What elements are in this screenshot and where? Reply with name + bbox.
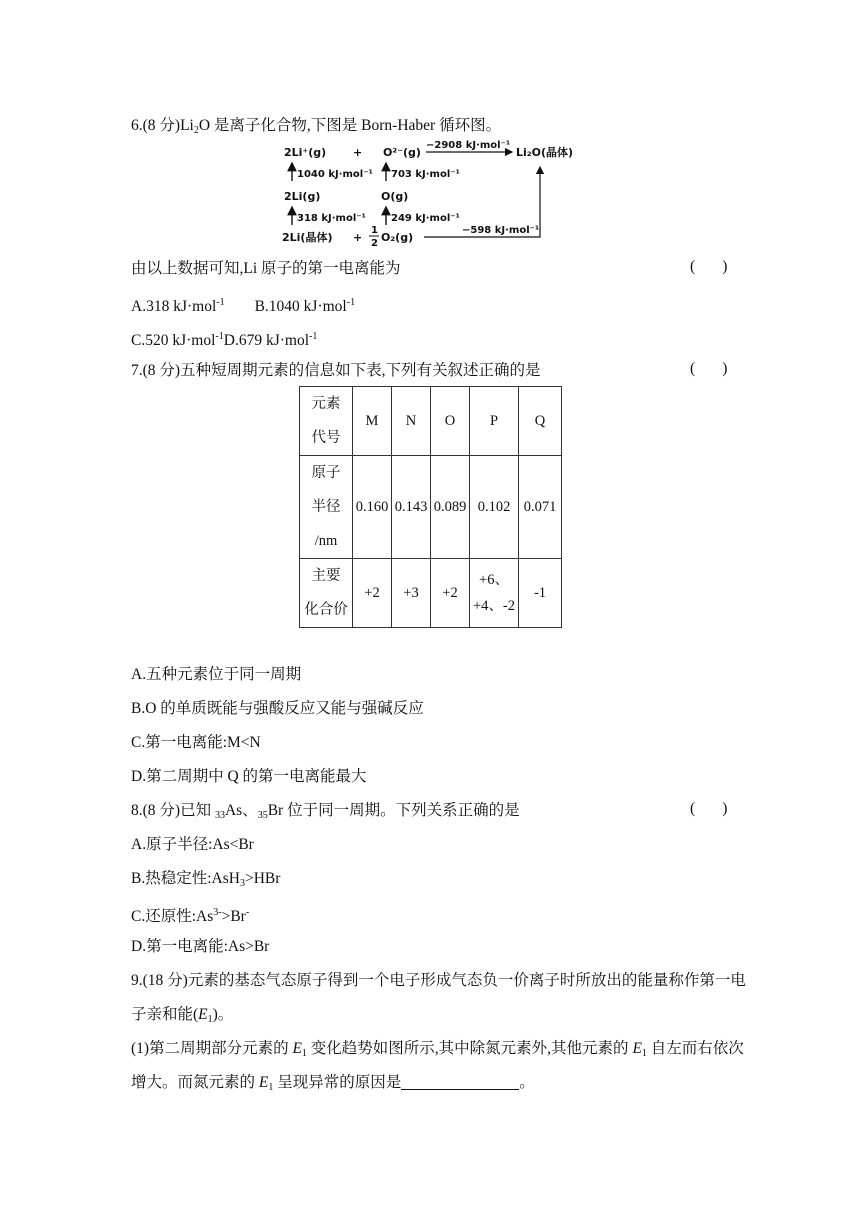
q8-option-b[interactable]: B.热稳定性:AsH$_3$>HBr [131, 870, 281, 889]
q9-stem-line1: 9.(18 分)元素的基态气态原子得到一个电子形成气态负一价离子时所放出的能量称作第一电 [131, 972, 746, 989]
table-cell: 0.102 [470, 456, 519, 559]
q8-answer-paren: ( ) [690, 800, 728, 817]
q9-part1-line2: 增大。而氮元素的 $E_1$ 呈现异常的原因是 。 [131, 1074, 535, 1093]
bh-o-ion: O²⁻(g) [383, 146, 421, 159]
element-info-table [299, 386, 562, 628]
table-cell: P [470, 387, 519, 456]
q6-options-cd: C.520 kJ·mol$^{-1}$D.679 kJ·mol$^{-1}$ [131, 331, 318, 349]
bh-o2-gas: O₂(g) [381, 231, 414, 244]
q7-stem: 7.(8 分)五种短周期元素的信息如下表,下列有关叙述正确的是 [131, 362, 541, 379]
table-cell: Q [519, 387, 562, 456]
answer-blank[interactable] [401, 1073, 519, 1090]
q8-option-d[interactable]: D.第一电离能:As>Br [131, 938, 270, 955]
q6-option-b[interactable]: B.1040 kJ·mol [254, 298, 347, 315]
table-header-radius: 原子 半径 /nm [300, 456, 353, 559]
q6-options-ab: A.318 kJ·mol$^{-1}$ B.1040 kJ·mol$^{-1}$ [131, 297, 356, 315]
q6-option-d[interactable]: D.679 kJ·mol [223, 332, 309, 349]
bh-formation-energy: −598 kJ·mol⁻¹ [462, 225, 540, 236]
q6-option-a[interactable]: A.318 kJ·mol [131, 298, 217, 315]
bh-li-crystal: 2Li(晶体) [282, 231, 333, 244]
q6-answer-paren: ( ) [690, 258, 728, 275]
q8-option-c[interactable]: C.还原性$:As^{3-}>Br^-$ [131, 907, 250, 925]
bh-plus-1: + [353, 146, 363, 159]
table-row-valence [300, 559, 562, 628]
table-header-code: 元素 代号 [300, 387, 353, 456]
table-cell: N [392, 387, 431, 456]
bh-lattice-energy: −2908 kJ·mol⁻¹ [426, 140, 511, 151]
q7-option-a[interactable]: A.五种元素位于同一周期 [131, 666, 302, 683]
q6-stem: 6.(8 分)$Li_2O$ 是离子化合物,下图是 Born-Haber 循环图。 [131, 117, 502, 136]
bh-ie-energy: 1040 kJ·mol⁻¹ [297, 169, 373, 180]
table-cell: 0.089 [431, 456, 470, 559]
q8-stem: 8.(8 分)已知 $_{33}$As、$_{35}$Br 位于同一周期。下列关系正确的是 [131, 802, 520, 821]
bh-sublimation-energy: 318 kJ·mol⁻¹ [297, 213, 366, 224]
bh-dissociation-energy: 249 kJ·mol⁻¹ [391, 213, 460, 224]
q6-option-c[interactable]: C.520 kJ·mol [131, 332, 216, 349]
bh-li2o: Li₂O(晶体) [516, 146, 574, 159]
table-cell: +3 [392, 559, 431, 628]
table-cell: 0.160 [353, 456, 392, 559]
table-header-valence: 主要 化合价 [300, 559, 353, 628]
table-cell: -1 [519, 559, 562, 628]
q7-option-d[interactable]: D.第二周期中 Q 的第一电离能最大 [131, 768, 367, 785]
table-cell: M [353, 387, 392, 456]
q9-stem-line2: 子亲和能$(E_1)$。 [131, 1006, 234, 1025]
born-haber-diagram [280, 137, 600, 247]
q8-option-a[interactable]: A.原子半径:As<Br [131, 836, 254, 853]
q7-option-b[interactable]: B.O 的单质既能与强酸反应又能与强碱反应 [131, 700, 424, 717]
bh-li-ion: 2Li⁺(g) [284, 146, 327, 159]
bh-ea-energy: 703 kJ·mol⁻¹ [391, 169, 460, 180]
q7-option-c[interactable]: C.第一电离能:M<N [131, 734, 261, 751]
q7-answer-paren: ( ) [690, 360, 728, 377]
table-row-radius [300, 456, 562, 559]
bh-frac-num: 1 [371, 225, 378, 236]
table-cell: 0.071 [519, 456, 562, 559]
bh-plus-2: + [353, 231, 363, 244]
q9-part1-line1: (1)第二周期部分元素的 $E_1$ 变化趋势如图所示,其中除氮元素外,其他元素的 $E_1$ 自左而右依次 [131, 1040, 744, 1059]
bh-o-gas: O(g) [381, 190, 409, 203]
table-row-code [300, 387, 562, 456]
table-cell: O [431, 387, 470, 456]
table-cell: 0.143 [392, 456, 431, 559]
table-cell: +6、 +4、-2 [470, 559, 519, 628]
table-cell: +2 [431, 559, 470, 628]
table-cell: +2 [353, 559, 392, 628]
bh-frac-den: 2 [371, 238, 378, 247]
q6-question: 由以上数据可知,Li 原子的第一电离能为 [131, 260, 401, 277]
bh-li-gas: 2Li(g) [284, 190, 321, 203]
